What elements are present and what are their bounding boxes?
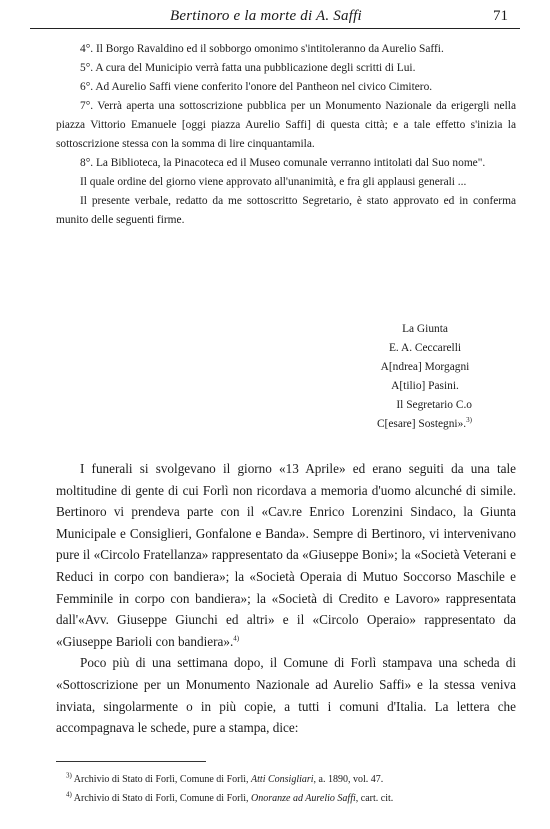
header-rule bbox=[30, 28, 520, 29]
signature-name: A[ndrea] Morgagni bbox=[380, 361, 470, 373]
narrative-text bbox=[56, 458, 516, 739]
running-title: Bertinoro e la morte di A. Saffi bbox=[170, 8, 362, 24]
funeral-paragraph bbox=[56, 458, 516, 652]
footnote-detail: , cart. cit. bbox=[355, 793, 394, 804]
footnote-rule bbox=[56, 761, 206, 762]
footnote-mark: 4) bbox=[66, 790, 72, 799]
secretary-line bbox=[0, 415, 520, 434]
decree-item-6: 6°. Ad Aurelio Saffi viene conferito l'onore del Pantheon nel civico Cimitero. bbox=[80, 81, 433, 93]
signature-name: E. A. Ceccarelli bbox=[388, 342, 462, 354]
funeral-paragraph-text: I funerali si svolgevano il giorno «13 Aprile» ed erano seguiti da una tale moltitudine di gente di cui Forlì non ricordava a memoria d'uomo alcunché di simile. Bertinoro vi prendeva parte con il «Cav.re Enrico Lorenzini Sindaco, la Giunta Municipale e Consiglieri, Gonfalone e Banda». Sempre di Bertinoro, vi intervenivano pure il «Circolo Fratellanza» rappresentato da «Giuseppe Boni»; la «Società Veterani e Reduci in corpo con bandiera»; la «Società Operaia di Mutuo Soccorso Maschile e Femminile in corpo con bandiera»; la «Società di Credito e Lavoro» rappresentata dall'«Avv. Giuseppe Giunchi ed altri» e il «Circolo Operaio» rappresentato da «Giuseppe Barioli con bandiera». bbox=[56, 461, 516, 649]
footnote-title: Onoranze ad Aurelio Saffi bbox=[251, 793, 356, 804]
footnotes bbox=[56, 770, 516, 808]
decree-item-5: 5°. A cura del Municipio verrà fatta una pubblicazione degli scritti di Lui. bbox=[80, 62, 416, 74]
secretary-name: C[esare] Sostegni». bbox=[376, 418, 467, 430]
footnote-mark: 3) bbox=[66, 771, 72, 780]
signature-name: A[tilio] Pasini. bbox=[391, 380, 459, 392]
subscription-paragraph: Poco più di una settimana dopo, il Comune di Forlì stampava una scheda di «Sottoscrizione per un Monumento Nazionale ad Aurelio Saffi» e la stessa veniva inviata, singolarmente o in più copie, a tutti i comuni d'Italia. La lettera che accompagnava le schede, pure a stampa, dice: bbox=[56, 655, 516, 736]
footnote-ref-4: 4) bbox=[233, 634, 240, 643]
footnote-ref-3: 3) bbox=[466, 416, 472, 425]
minutes-paragraph: Il presente verbale, redatto da me sottoscritto Segretario, è stato approvato ed in conferma munito delle seguenti firme. bbox=[56, 195, 516, 226]
footnote-source: Archivio di Stato di Forlì, Comune di Forlì, bbox=[73, 774, 252, 785]
footnote-4 bbox=[56, 789, 516, 808]
decree-item-8: 8°. La Biblioteca, la Pinacoteca ed il Museo comunale verranno intitolati dal Suo nome". bbox=[80, 157, 486, 169]
running-header bbox=[30, 6, 520, 28]
decree-quotation bbox=[56, 40, 516, 230]
footnote-3 bbox=[56, 770, 516, 789]
approval-paragraph: Il quale ordine del giorno viene approvato all'unanimità, e fra gli applausi generali ... bbox=[80, 176, 467, 188]
secretary-title: Il Segretario C.o bbox=[396, 399, 472, 411]
signature-block bbox=[0, 320, 520, 434]
decree-item-4: 4°. Il Borgo Ravaldino ed il sobborgo omonimo s'intitoleranno da Aurelio Saffi. bbox=[80, 43, 444, 55]
footnote-title: Atti Consigliari bbox=[251, 774, 314, 785]
footnote-source: Archivio di Stato di Forlì, Comune di Forlì, bbox=[73, 793, 252, 804]
footnote-detail: , a. 1890, vol. 47. bbox=[313, 774, 384, 785]
page-number: 71 bbox=[493, 8, 508, 24]
decree-item-7: 7°. Verrà aperta una sottoscrizione pubblica per un Monumento Nazionale da erigergli nella piazza Vittorio Emanuele [oggi piazza Aurelio Saffi] di questa città; e a tale effetto s'inizia la sottoscrizione stessa con la somma di lire cinquantamila. bbox=[56, 100, 516, 150]
signature-heading: La Giunta bbox=[402, 323, 448, 335]
